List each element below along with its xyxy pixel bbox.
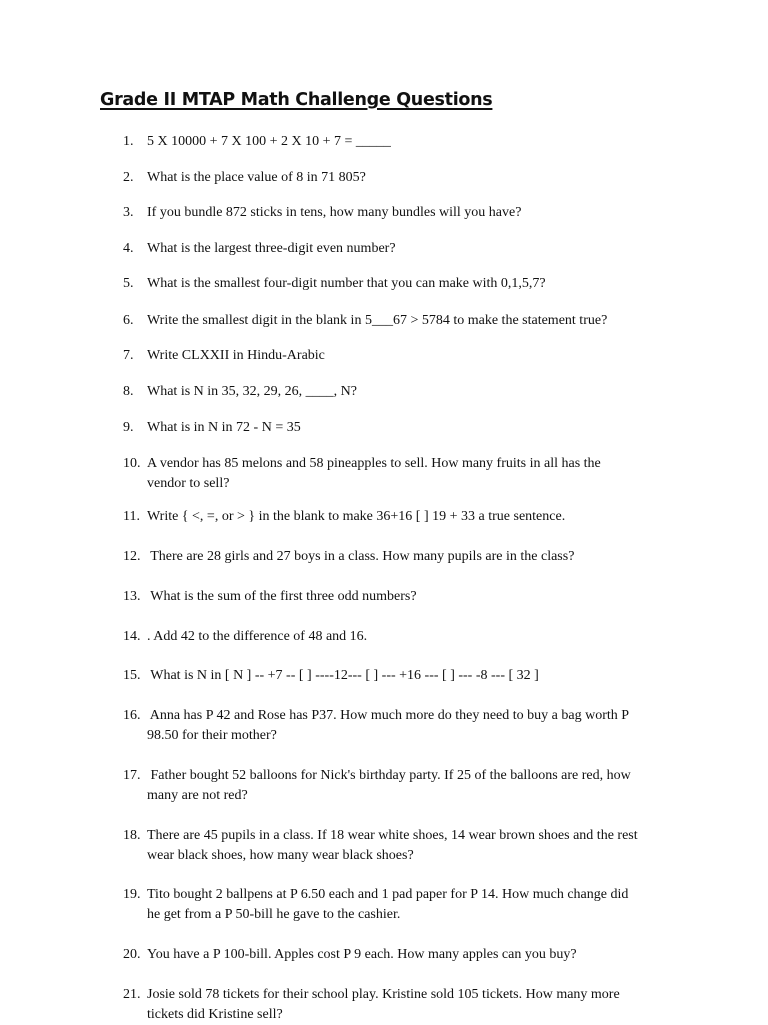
- question-text-continued: many are not red?: [147, 788, 248, 803]
- question-item: [123, 766, 683, 806]
- question-number: 17.: [123, 768, 141, 783]
- question-text: What is the largest three-digit even number?: [147, 241, 396, 256]
- question-item: [123, 239, 683, 259]
- question-text: What is the place value of 8 in 71 805?: [147, 170, 366, 185]
- question-number: 12.: [123, 549, 141, 564]
- question-number: 21.: [123, 987, 141, 1002]
- question-text: You have a P 100-bill. Apples cost P 9 each. How many apples can you buy?: [147, 947, 577, 962]
- question-item: [123, 587, 683, 607]
- question-text-continued: he get from a P 50-bill he gave to the cashier.: [147, 907, 401, 922]
- question-number: 10.: [123, 456, 141, 471]
- question-item: [123, 382, 683, 402]
- question-item: [123, 706, 683, 746]
- question-item: [123, 311, 683, 331]
- question-number: 14.: [123, 629, 141, 644]
- question-text: Write the smallest digit in the blank in 5___67 > 5784 to make the statement true?: [147, 313, 608, 328]
- question-text: What is N in 35, 32, 29, 26, ____, N?: [147, 384, 357, 399]
- question-item: [123, 945, 683, 965]
- question-number: 7.: [123, 348, 134, 363]
- question-item: [123, 627, 683, 647]
- question-item: [123, 168, 683, 188]
- question-text: If you bundle 872 sticks in tens, how many bundles will you have?: [147, 205, 522, 220]
- question-number: 15.: [123, 668, 141, 683]
- question-item: [123, 418, 683, 438]
- question-item: [123, 547, 683, 567]
- question-item: [123, 203, 683, 223]
- question-text: What is N in [ N ] -- +7 -- [ ] ----12--- [ ] --- +16 --- [ ] --- -8 --- [ 32 ]: [147, 668, 539, 683]
- question-number: 18.: [123, 828, 141, 843]
- question-text: . Add 42 to the difference of 48 and 16.: [147, 629, 368, 644]
- question-text: There are 45 pupils in a class. If 18 wear white shoes, 14 wear brown shoes and the rest: [147, 828, 638, 843]
- question-number: 19.: [123, 887, 141, 902]
- question-item: [123, 274, 683, 294]
- question-text: Father bought 52 balloons for Nick's birthday party. If 25 of the balloons are red, how: [147, 768, 631, 783]
- question-text: What is the smallest four-digit number that you can make with 0,1,5,7?: [147, 276, 546, 291]
- question-text: Write { <, =, or > } in the blank to make 36+16 [ ] 19 + 33 a true sentence.: [147, 509, 566, 524]
- question-text: Write CLXXII in Hindu-Arabic: [147, 348, 325, 363]
- question-item: [123, 346, 683, 366]
- question-item: [123, 885, 683, 925]
- question-text: There are 28 girls and 27 boys in a class. How many pupils are in the class?: [147, 549, 575, 564]
- question-number: 8.: [123, 384, 134, 399]
- question-number: 6.: [123, 313, 134, 328]
- question-number: 4.: [123, 241, 134, 256]
- question-text: What is the sum of the first three odd numbers?: [147, 589, 417, 604]
- question-text: A vendor has 85 melons and 58 pineapples to sell. How many fruits in all has the: [147, 456, 601, 471]
- question-item: [123, 826, 683, 866]
- question-text-continued: 98.50 for their mother?: [147, 728, 277, 743]
- question-number: 13.: [123, 589, 141, 604]
- page-title: Grade II MTAP Math Challenge Questions: [100, 90, 493, 110]
- question-text: Josie sold 78 tickets for their school play. Kristine sold 105 tickets. How many more: [147, 987, 620, 1002]
- question-number: 20.: [123, 947, 141, 962]
- question-text-continued: tickets did Kristine sell?: [147, 1007, 283, 1022]
- question-number: 2.: [123, 170, 134, 185]
- question-item: [123, 985, 683, 1025]
- question-text-continued: vendor to sell?: [147, 476, 230, 491]
- question-text: 5 X 10000 + 7 X 100 + 2 X 10 + 7 = _____: [147, 134, 391, 149]
- question-number: 9.: [123, 420, 134, 435]
- question-text-continued: wear black shoes, how many wear black shoes?: [147, 848, 414, 863]
- question-number: 16.: [123, 708, 141, 723]
- question-number: 5.: [123, 276, 134, 291]
- question-number: 11.: [123, 509, 140, 524]
- question-item: [123, 132, 683, 152]
- question-item: [123, 454, 683, 494]
- question-number: 3.: [123, 205, 134, 220]
- question-text: Tito bought 2 ballpens at P 6.50 each and 1 pad paper for P 14. How much change did: [147, 887, 629, 902]
- question-text: Anna has P 42 and Rose has P37. How much more do they need to buy a bag worth P: [147, 708, 630, 723]
- question-item: [123, 507, 683, 527]
- question-text: What is in N in 72 - N = 35: [147, 420, 301, 435]
- question-number: 1.: [123, 134, 134, 149]
- question-item: [123, 666, 683, 686]
